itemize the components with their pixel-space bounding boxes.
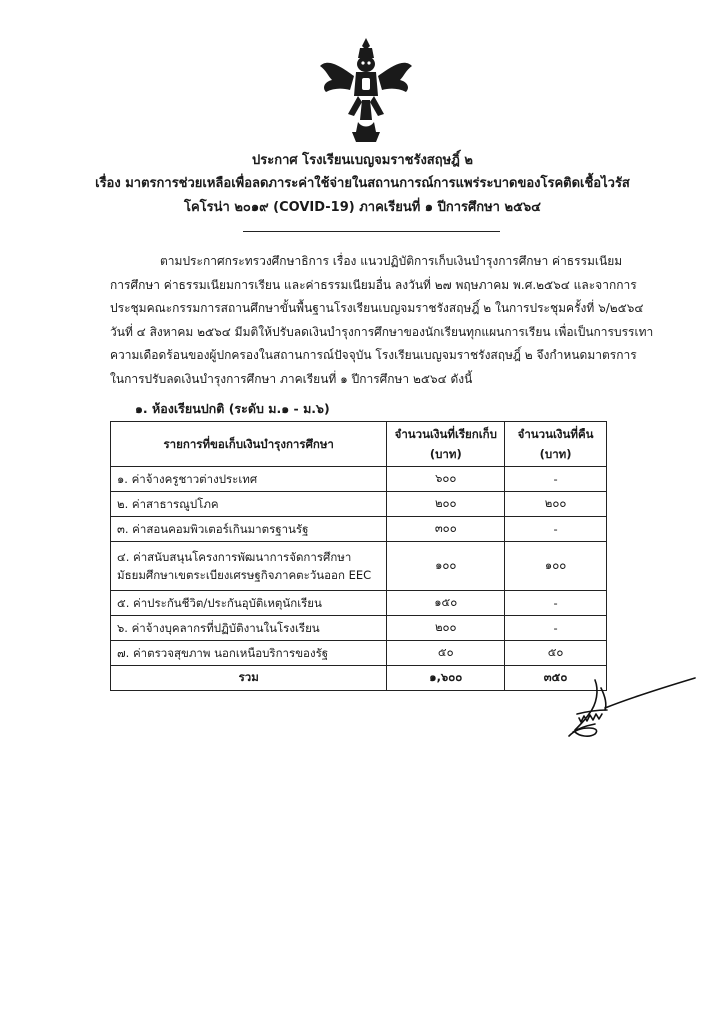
- body-line: การศึกษา ค่าธรรมเนียมการเรียน และค่าธรรมเนียมอื่น ลงวันที่ ๒๗ พฤษภาคม พ.ศ.๒๕๖๔ และจากการ: [110, 278, 637, 292]
- row-item: ๒. ค่าสาธารณูปโภค: [111, 492, 387, 517]
- body-line: วันที่ ๔ สิงหาคม ๒๕๖๔ มีมติให้ปรับลดเงินบำรุงการศึกษาของนักเรียนทุกแผนการเรียน เพื่อเป็นการบรรเทา: [110, 325, 654, 339]
- row-collected: ๒๐๐: [387, 616, 505, 641]
- table-row: [111, 542, 607, 591]
- section-title: ๑. ห้องเรียนปกติ (ระดับ ม.๑ - ม.๖): [135, 401, 330, 416]
- announcement-subject: เรื่อง มาตรการช่วยเหลือเพื่อลดภาระค่าใช้จ่ายในสถานการณ์การแพร่ระบาดของโรคติดเชื้อไวรัส: [95, 176, 630, 191]
- body-line: ประชุมคณะกรรมการสถานศึกษาขั้นพื้นฐานโรงเรียนเบญจมราชรังสฤษฎิ์ ๒ ในการประชุมครั้งที่ ๖/๒๕๖๔: [110, 301, 644, 315]
- row-refund: -: [505, 616, 607, 641]
- row-refund: -: [505, 591, 607, 616]
- table-header-row: [111, 422, 607, 467]
- fee-table: [110, 421, 607, 691]
- row-collected: ๒๐๐: [387, 492, 505, 517]
- row-item: ๔. ค่าสนับสนุนโครงการพัฒนาการจัดการศึกษา มัธยมศึกษาเขตระเบียงเศรษฐกิจภาคตะวันออก EEC: [111, 542, 387, 591]
- header-refund: จำนวนเงินที่คืน (บาท): [505, 422, 607, 467]
- row-item: ๗. ค่าตรวจสุขภาพ นอกเหนือบริการของรัฐ: [111, 641, 387, 666]
- body-line: ในการปรับลดเงินบำรุงการศึกษา ภาคเรียนที่ ๑ ปีการศึกษา ๒๕๖๔ ดังนี้: [110, 372, 473, 386]
- row-item: ๖. ค่าจ้างบุคลากรที่ปฏิบัติงานในโรงเรียน: [111, 616, 387, 641]
- row-item: ๕. ค่าประกันชีวิต/ประกันอุบัติเหตุนักเรียน: [111, 591, 387, 616]
- table-row: [111, 517, 607, 542]
- body-line: ความเดือดร้อนของผู้ปกครองในสถานการณ์ปัจจุบัน โรงเรียนเบญจมราชรังสฤษฎิ์ ๒ จึงกำหนดมาตรการ: [110, 348, 637, 362]
- signature-icon: [565, 670, 700, 740]
- row-collected: ๑๕๐: [387, 591, 505, 616]
- row-refund: ๕๐: [505, 641, 607, 666]
- row-refund: -: [505, 467, 607, 492]
- total-refund: ๓๕๐: [505, 666, 607, 691]
- row-collected: ๑๐๐: [387, 542, 505, 591]
- table-row: [111, 616, 607, 641]
- announcement-subject-continued: โคโรน่า ๒๐๑๙ (COVID-19) ภาคเรียนที่ ๑ ปีการศึกษา ๒๕๖๔: [183, 200, 542, 215]
- row-collected: ๖๐๐: [387, 467, 505, 492]
- row-collected: ๓๐๐: [387, 517, 505, 542]
- header-collected: จำนวนเงินที่เรียกเก็บ (บาท): [387, 422, 505, 467]
- garuda-emblem-icon: [318, 36, 414, 144]
- total-collected: ๑,๖๐๐: [387, 666, 505, 691]
- table-row: [111, 641, 607, 666]
- row-item: ๑. ค่าจ้างครูชาวต่างประเทศ: [111, 467, 387, 492]
- row-item: ๓. ค่าสอนคอมพิวเตอร์เกินมาตรฐานรัฐ: [111, 517, 387, 542]
- table-total-row: [111, 666, 607, 691]
- header-item: รายการที่ขอเก็บเงินบำรุงการศึกษา: [111, 422, 387, 467]
- table-row: [111, 492, 607, 517]
- row-refund: -: [505, 517, 607, 542]
- table-row: [111, 591, 607, 616]
- row-collected: ๕๐: [387, 641, 505, 666]
- total-label: รวม: [111, 666, 387, 691]
- body-line: ตามประกาศกระทรวงศึกษาธิการ เรื่อง แนวปฏิบัติการเก็บเงินบำรุงการศึกษา ค่าธรรมเนียม: [160, 254, 623, 268]
- row-refund: ๑๐๐: [505, 542, 607, 591]
- row-refund: ๒๐๐: [505, 492, 607, 517]
- announcement-title: ประกาศ โรงเรียนเบญจมราชรังสฤษฎิ์ ๒: [252, 153, 473, 168]
- table-row: [111, 467, 607, 492]
- title-divider: [243, 231, 500, 232]
